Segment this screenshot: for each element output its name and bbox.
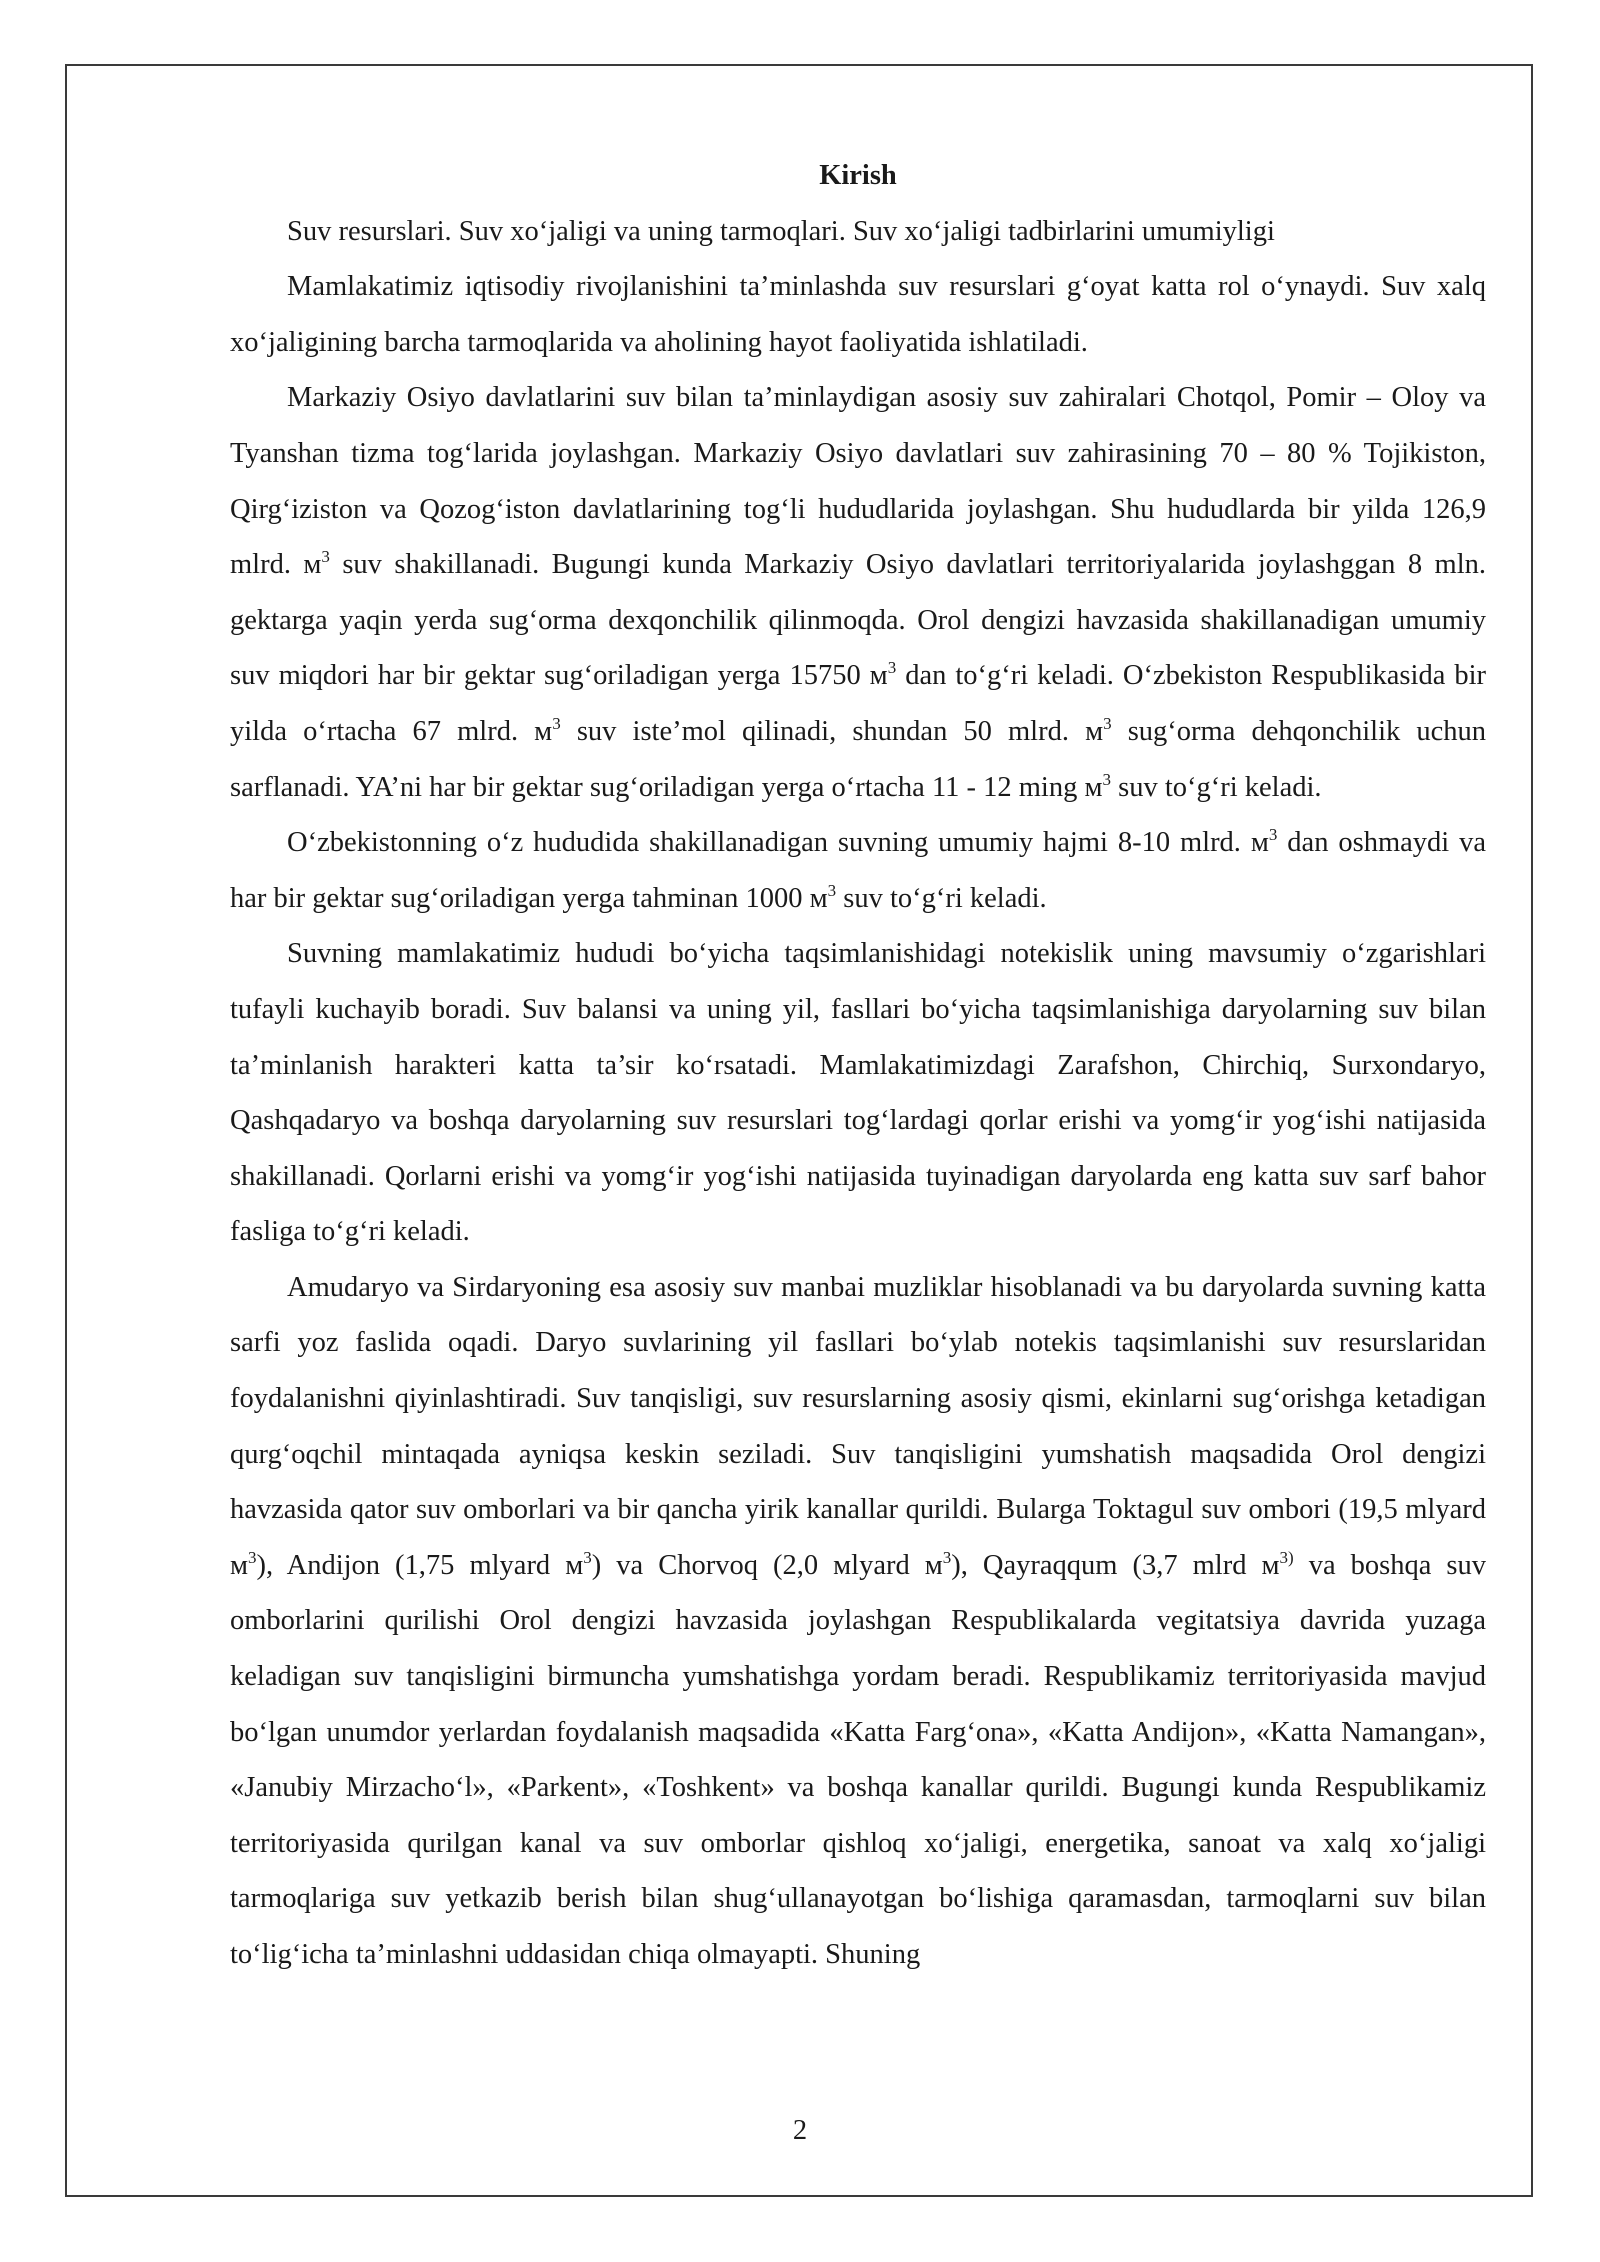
document-body [230, 148, 1486, 1983]
paragraph-text: Markaziy Osiyo davlatlarini suv bilan ta’minlaydigan asosiy suv zahiralari Chotqol, Pomir – Oloy va Tyanshan tizma tog‘larida joylashgan. Markaziy Osiyo davlatlari suv zahirasining 70 – 80 % Tojikiston, Qirg‘iziston va Qozog‘iston davlatlarining tog‘li hududlarida joylashgan. Shu hududlarda bir yilda 126,9 mlrd. м [230, 382, 1486, 581]
paragraph-text: suv to‘g‘ri keladi. [836, 882, 1047, 914]
paragraph [230, 926, 1486, 1260]
paragraph-text: sug‘orma dehqonchilik uchun sarflanadi. YA’ni har bir gektar sug‘oriladigan yerga o‘rtacha 11 - 12 ming м [230, 715, 1487, 803]
page-number: 2 [792, 2115, 808, 2146]
paragraph [230, 370, 1486, 815]
superscript: 3) [1279, 1547, 1294, 1567]
paragraph [230, 1260, 1486, 1983]
paragraph-text: suv to‘g‘ri keladi. [1111, 771, 1322, 803]
paragraph-text: dan oshmaydi va har bir gektar sug‘oriladigan yerga tahminan 1000 м [230, 827, 1486, 914]
superscript: 3 [1103, 713, 1112, 733]
paragraph-text: ) va Chorvoq (2,0 мlyard м [591, 1549, 943, 1581]
superscript: 3 [887, 658, 897, 678]
paragraph-text: suv iste’mol qilinadi, shundan 50 mlrd. м [560, 715, 1104, 747]
paragraph-text: dan to‘g‘ri keladi. O‘zbekiston Respublikasida bir yilda o‘rtacha 67 mlrd. м [230, 660, 1486, 747]
paragraph [230, 259, 1486, 370]
superscript: 3 [248, 1547, 257, 1567]
paragraph-text: suv shakillanadi. Bugungi kunda Markaziy Osiyo davlatlari territoriyalarida joylashggan 8 mln. gektarga yaqin yerda sug‘orma dexqonchilik qilinmoqda. Orol dengizi havzasida shakillanadigan umumiy suv miqdori har bir gektar sug‘oriladigan yerga 15750 м [230, 549, 1486, 692]
paragraph-text: ), Andijon (1,75 mlyard м [256, 1549, 584, 1581]
superscript: 3 [321, 547, 330, 567]
document-subtitle: Suv resurslari. Suv xo‘jaligi va uning tarmoqlari. Suv xo‘jaligi tadbirlarini umumiyligi [287, 215, 1275, 247]
paragraph [230, 815, 1486, 926]
paragraph-text: Mamlakatimiz iqtisodiy rivojlanishini ta’minlashda suv resurslari g‘oyat katta rol o‘ynaydi. Suv xalq xo‘jaligining barcha tarmoqlarida va aholining hayot faoliyatida ishlatiladi. [230, 271, 1486, 358]
paragraph-text: O‘zbekistonning o‘z hududida shakillanadigan suvning umumiy hajmi 8-10 mlrd. м [287, 827, 1269, 859]
paragraph-text: ), Qayraqqum (3,7 mlrd м [951, 1549, 1280, 1581]
superscript: 3 [942, 1547, 952, 1567]
paragraph-text: va boshqa suv omborlarini qurilishi Orol dengizi havzasida joylashgan Respublikalarda vegitatsiya davrida yuzaga keladigan suv tanqisligini birmuncha yumshatishga yordam beradi. Respublikamiz territoriyasida mavjud bo‘lgan unumdor yerlardan foydalanish maqsadida «Katta Farg‘ona», «Katta Andijon», «Katta Namangan», «Janubiy Mirzacho‘l», «Parkent», «Toshkent» va boshqa kanallar qurildi. Bugungi kunda Respublikamiz territoriyasida qurilgan kanal va suv omborlar qishloq xo‘jaligi, energetika, sanoat va xalq xo‘jaligi tarmoqlariga suv yetkazib berish bilan shug‘ullanayotgan bo‘lishiga qaramasdan, tarmoqlarni suv bilan to‘lig‘icha ta’minlashni uddasidan chiqa olmayapti. Shuning [230, 1549, 1487, 1970]
superscript: 3 [583, 1547, 592, 1567]
paragraph-text: Suvning mamlakatimiz hududi bo‘yicha taqsimlanishidagi notekislik uning mavsumiy o‘zgarishlari tufayli kuchayib boradi. Suv balansi va uning yil, fasllari bo‘yicha taqsimlanishiga daryolarning suv bilan ta’minlanish harakteri katta ta’sir ko‘rsatadi. Mamlakatimizdagi Zarafshon, Chirchiq, Surxondaryo, Qashqadaryo va boshqa daryolarning suv resurslari tog‘lardagi qorlar erishi va yomg‘ir yog‘ishi natijasida shakillanadi. Qorlarni erishi va yomg‘ir yog‘ishi natijasida tuyinadigan daryolarda eng katta suv sarf bahor fasliga to‘g‘ri keladi. [230, 938, 1486, 1248]
superscript: 3 [1268, 825, 1278, 845]
paragraph-text: Amudaryo va Sirdaryoning esa asosiy suv manbai muzliklar hisoblanadi va bu daryolarda suvning katta sarfi yoz faslida oqadi. Daryo suvlarining yil fasllari bo‘ylab notekis taqsimlanishi suv resurslaridan foydalanishni qiyinlashtiradi. Suv tanqisligi, suv resurslarning asosiy qismi, ekinlarni sug‘orishga ketadigan qurg‘oqchil mintaqada ayniqsa keskin seziladi. Suv tanqisligini yumshatish maqsadida Orol dengizi havzasida qator suv omborlari va bir qancha yirik kanallar qurildi. Bularga Toktagul suv ombori (19,5 mlyard м [230, 1271, 1486, 1581]
paragraphs-container [230, 259, 1486, 1982]
superscript: 3 [552, 713, 561, 733]
superscript: 3 [827, 880, 837, 900]
document-title: Kirish [819, 160, 897, 191]
superscript: 3 [1102, 769, 1111, 789]
